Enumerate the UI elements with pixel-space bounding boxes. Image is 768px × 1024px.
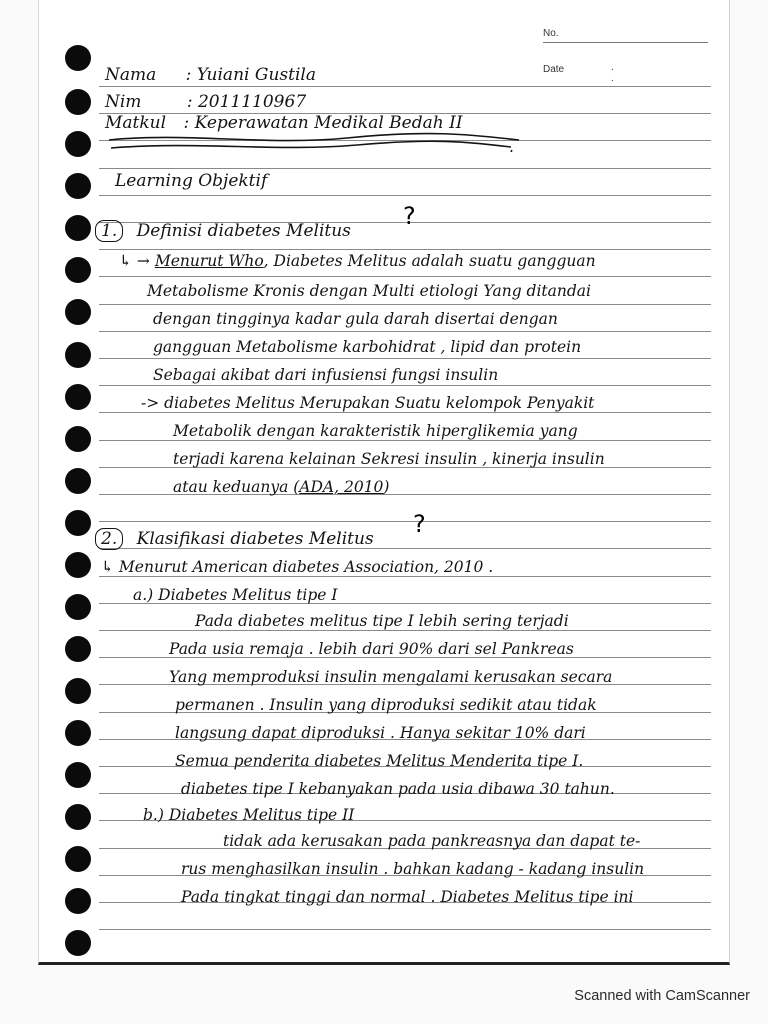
binder-hole	[65, 720, 91, 746]
s1-line-8-citation: ADA, 2010	[299, 478, 384, 496]
ruled-line	[99, 195, 711, 196]
binder-hole	[65, 426, 91, 452]
nim-row	[105, 93, 306, 111]
s1-line-0-prefix: ↳ →	[119, 252, 150, 270]
camscanner-watermark: Scanned with CamScanner	[574, 988, 750, 1004]
no-label: No.	[543, 28, 559, 39]
ruled-line	[99, 331, 711, 332]
binder-hole	[65, 678, 91, 704]
nim-value: : 2011110967	[186, 92, 307, 112]
ruled-line	[99, 358, 711, 359]
date-label: Date	[543, 64, 565, 75]
binder-hole	[65, 257, 91, 283]
binder-hole	[65, 131, 91, 157]
section-1-heading	[95, 222, 351, 240]
divider-scribble	[107, 126, 527, 156]
binder-hole	[65, 215, 91, 241]
section-2-heading	[95, 530, 374, 548]
s2-line-12: Pada tingkat tinggi dan normal . Diabetes Melitus tipe ini	[181, 888, 634, 906]
s2-line-2: Pada diabetes melitus tipe I lebih sering terjadi	[195, 612, 569, 630]
s2-line-11: rus menghasilkan insulin . bahkan kadang - kadang insulin	[181, 860, 645, 878]
s1-line-5: -> diabetes Melitus Merupakan Suatu kelompok Penyakit	[141, 394, 595, 412]
no-underline	[543, 42, 708, 43]
s2-line-8: diabetes tipe I kebanyakan pada usia dibawa 30 tahun.	[181, 780, 615, 798]
ruled-line	[99, 576, 711, 577]
s1-line-0-text: , Diabetes Melitus adalah suatu gangguan	[263, 252, 596, 270]
ruled-line	[99, 440, 711, 441]
s1-line-6: Metabolik dengan karakteristik hiperglikemia yang	[173, 422, 578, 440]
binder-hole	[65, 594, 91, 620]
s2-line-9: b.) Diabetes Melitus tipe II	[143, 806, 355, 824]
ruled-line	[99, 249, 711, 250]
ruled-line	[99, 630, 711, 631]
binder-hole	[65, 89, 91, 115]
s1-line-0	[119, 252, 596, 270]
ruled-line	[99, 86, 711, 87]
section-1-title: Definisi diabetes Melitus	[136, 221, 351, 241]
binder-hole	[65, 930, 91, 956]
notebook-page	[38, 0, 730, 965]
s2-line-7: Semua penderita diabetes Melitus Menderita tipe I.	[175, 752, 584, 770]
s1-line-3: gangguan Metabolisme karbohidrat , lipid dan protein	[153, 338, 582, 356]
binder-hole	[65, 762, 91, 788]
ruled-line	[99, 412, 711, 413]
binder-hole	[65, 45, 91, 71]
s2-line-6: langsung dapat diproduksi . Hanya sekitar 10% dari	[175, 724, 586, 742]
date-dots: . .	[611, 62, 654, 84]
s1-line-8	[173, 478, 389, 496]
s1-line-1: Metabolisme Kronis dengan Multi etiologi Yang ditandai	[147, 282, 591, 300]
s1-line-2: dengan tingginya kadar gula darah disertai dengan	[153, 310, 558, 328]
ruled-line	[99, 929, 711, 930]
matkul-value: : Keperawatan Medikal Bedah II	[183, 113, 463, 133]
matkul-label: Matkul	[105, 113, 167, 133]
s2-line-10: tidak ada kerusakan pada pankreasnya dan dapat te-	[223, 832, 641, 850]
ruled-line	[99, 168, 711, 169]
nim-label: Nim	[105, 92, 142, 112]
binder-hole	[65, 888, 91, 914]
ruled-line	[99, 385, 711, 386]
name-row	[105, 66, 316, 84]
name-value: : Yuiani Gustila	[185, 65, 316, 85]
s1-line-4: Sebagai akibat dari infusiensi fungsi insulin	[153, 366, 499, 384]
binder-hole	[65, 299, 91, 325]
s2-line-5: permanen . Insulin yang diproduksi sedikit atau tidak	[175, 696, 597, 714]
binder-hole	[65, 636, 91, 662]
binder-hole	[65, 510, 91, 536]
s2-line-4: Yang memproduksi insulin mengalami kerusakan secara	[169, 668, 613, 686]
page-title: Learning Objektif	[115, 171, 268, 191]
binder-hole	[65, 552, 91, 578]
s1-line-0-emph: Menurut Who	[154, 252, 264, 270]
s1-line-8-suffix: )	[383, 478, 390, 496]
s2-line-1: a.) Diabetes Melitus tipe I	[133, 586, 338, 604]
section-2-question-mark: ?	[413, 510, 426, 538]
binder-hole	[65, 846, 91, 872]
s1-line-7: terjadi karena kelainan Sekresi insulin , kinerja insulin	[173, 450, 605, 468]
binder-hole	[65, 342, 91, 368]
binder-hole	[65, 173, 91, 199]
section-2-title: Klasifikasi diabetes Melitus	[136, 529, 374, 549]
binder-hole	[65, 804, 91, 830]
ruled-line	[99, 276, 711, 277]
section-1-question-mark: ?	[403, 202, 416, 230]
s2-line-3: Pada usia remaja . lebih dari 90% dari sel Pankreas	[169, 640, 574, 658]
binder-hole	[65, 468, 91, 494]
name-label: Nama	[105, 65, 157, 85]
ruled-line	[99, 521, 711, 522]
trailing-dot: .	[509, 138, 514, 156]
ruled-line	[99, 304, 711, 305]
s1-line-8-text: atau keduanya (	[173, 478, 300, 496]
binder-hole	[65, 384, 91, 410]
s2-line-0: ↳ Menurut American diabetes Association, 2010 .	[101, 558, 494, 576]
section-2-number: 2.	[95, 528, 123, 550]
section-1-number: 1.	[95, 220, 123, 242]
